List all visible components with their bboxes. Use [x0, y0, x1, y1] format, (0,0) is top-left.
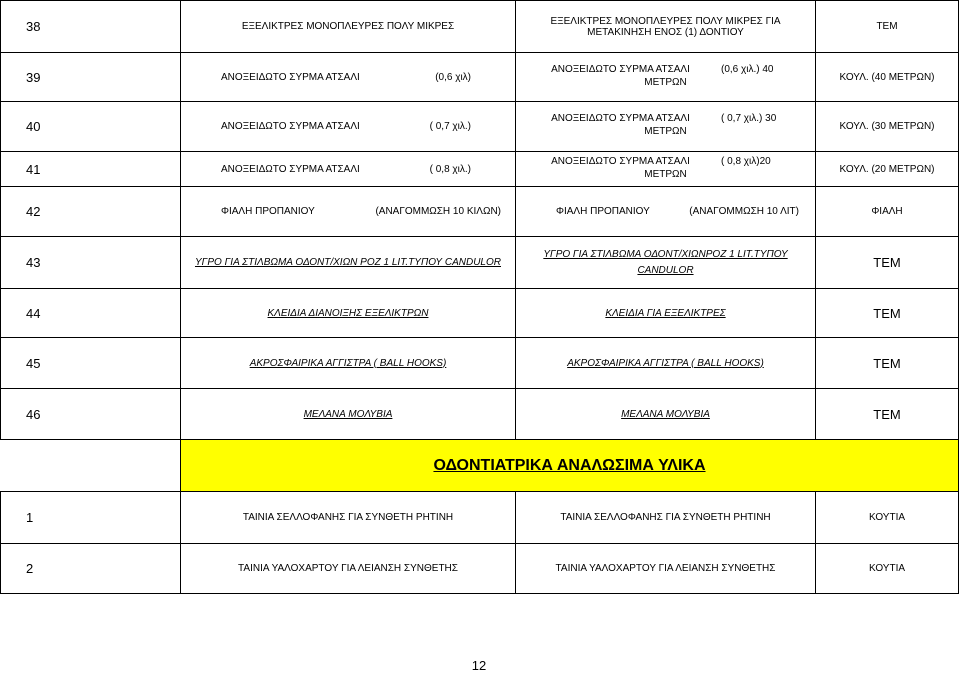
item-description — [181, 187, 516, 237]
item-specification — [516, 53, 816, 102]
item-description: ΚΛΕΙΔΙΑ ΔΙΑΝΟΙΞΗΣ ΕΞΕΛΙΚΤΡΩΝ — [181, 289, 516, 338]
item-specification: ΤΑΙΝΙΑ ΣΕΛΛΟΦΑΝΗΣ ΓΙΑ ΣΥΝΘΕΤΗ ΡΗΤΙΝΗ — [516, 492, 816, 544]
item-unit: ΤΕΜ — [816, 389, 959, 440]
section-header-row — [1, 440, 959, 492]
row-number: 40 — [1, 102, 181, 152]
item-name: ΥΓΡΟ ΓΙΑ ΣΤΙΛΒΩΜΑ ΟΔΟΝΤ/ΧΙΩΝΡΟΖ 1 LIT.ΤΥΠΟΥ — [543, 248, 788, 260]
row-number: 41 — [1, 152, 181, 187]
item-length: ΜΕΤΡΩΝ — [644, 76, 687, 88]
table-row — [1, 389, 959, 440]
item-description: ΤΑΙΝΙΑ ΥΑΛΟΧΑΡΤΟΥ ΓΙΑ ΛΕΙΑΝΣΗ ΣΥΝΘΕΤΗΣ — [181, 544, 516, 594]
table-row — [1, 152, 959, 187]
row-number: 45 — [1, 338, 181, 389]
item-name: ΑΝΟΞΕΙΔΩΤΟ ΣΥΡΜΑ ΑΤΣΑΛΙ — [221, 71, 360, 83]
item-name: ΑΝΟΞΕΙΔΩΤΟ ΣΥΡΜΑ ΑΤΣΑΛΙ — [551, 155, 690, 167]
item-description: ΥΓΡΟ ΓΙΑ ΣΤΙΛΒΩΜΑ ΟΔΟΝΤ/ΧΙΩΝ ΡΟΖ 1 LIT.ΤΥΠΟΥ CANDULOR — [181, 237, 516, 289]
item-name: ΑΝΟΞΕΙΔΩΤΟ ΣΥΡΜΑ ΑΤΣΑΛΙ — [221, 163, 360, 175]
item-specification — [516, 152, 816, 187]
row-number: 43 — [1, 237, 181, 289]
table-row — [1, 1, 959, 53]
item-name: ΑΝΟΞΕΙΔΩΤΟ ΣΥΡΜΑ ΑΤΣΑΛΙ — [551, 113, 690, 124]
item-specification — [516, 187, 816, 237]
item-unit: ΦΙΑΛΗ — [816, 187, 959, 237]
item-size: ( 0,8 χιλ)20 — [721, 155, 771, 167]
item-description: ΜΕΛΑΝΑ ΜΟΛΥΒΙΑ — [181, 389, 516, 440]
item-specification: ΜΕΛΑΝΑ ΜΟΛΥΒΙΑ — [516, 389, 816, 440]
item-unit: ΚΟΥΛ. (20 ΜΕΤΡΩΝ) — [816, 152, 959, 187]
row-number: 42 — [1, 187, 181, 237]
item-name: ΑΝΟΞΕΙΔΩΤΟ ΣΥΡΜΑ ΑΤΣΑΛΙ — [551, 63, 690, 75]
item-name: ΦΙΑΛΗ ΠΡΟΠΑΝΙΟΥ — [556, 206, 650, 217]
item-description — [181, 152, 516, 187]
item-unit: ΤΕΜ — [816, 338, 959, 389]
item-unit: ΚΟΥΤΙΑ — [816, 492, 959, 544]
item-unit: ΚΟΥΤΙΑ — [816, 544, 959, 594]
table-row — [1, 492, 959, 544]
item-specification: ΑΚΡΟΣΦΑΙΡΙΚΑ ΑΓΓΙΣΤΡΑ ( BALL HOOKS) — [516, 338, 816, 389]
item-specification — [516, 102, 816, 152]
item-length: ΜΕΤΡΩΝ — [644, 168, 687, 180]
item-unit: ΤΕΜ — [816, 237, 959, 289]
item-unit: ΚΟΥΛ. (40 ΜΕΤΡΩΝ) — [816, 53, 959, 102]
item-size: (ΑΝΑΓΟΜΜΩΣΗ 10 ΛΙΤ) — [689, 206, 799, 217]
row-number: 2 — [1, 544, 181, 594]
table-row — [1, 338, 959, 389]
item-description: ΤΑΙΝΙΑ ΣΕΛΛΟΦΑΝΗΣ ΓΙΑ ΣΥΝΘΕΤΗ ΡΗΤΙΝΗ — [181, 492, 516, 544]
item-description — [181, 53, 516, 102]
item-brand: CANDULOR — [637, 264, 694, 276]
item-description: ΑΚΡΟΣΦΑΙΡΙΚΑ ΑΓΓΙΣΤΡΑ ( BALL HOOKS) — [181, 338, 516, 389]
page-number: 12 — [471, 658, 487, 673]
row-number: 38 — [1, 1, 181, 53]
item-size: ( 0,8 χιλ.) — [429, 163, 471, 175]
row-number: 39 — [1, 53, 181, 102]
item-unit: ΚΟΥΛ. (30 ΜΕΤΡΩΝ) — [816, 102, 959, 152]
item-size: (0,6 χιλ) — [435, 71, 471, 83]
section-title: ΟΔΟΝΤΙΑΤΡΙΚΑ ΑΝΑΛΩΣΙΜΑ ΥΛΙΚΑ — [181, 440, 959, 492]
table-row — [1, 187, 959, 237]
table-row — [1, 102, 959, 152]
item-size: ( 0,7 χιλ.) — [429, 121, 471, 132]
item-size: (ΑΝΑΓΟΜΜΩΣΗ 10 ΚΙΛΩΝ) — [375, 206, 501, 217]
item-specification: ΕΞΕΛΙΚΤΡΕΣ ΜΟΝΟΠΛΕΥΡΕΣ ΠΟΛΥ ΜΙΚΡΕΣ ΓΙΑ ΜΕΤΑΚΙΝΗΣΗ ΕΝΟΣ (1) ΔΟΝΤΙΟΥ — [516, 1, 816, 53]
empty-cell — [1, 440, 181, 492]
row-number: 44 — [1, 289, 181, 338]
item-name: ΦΙΑΛΗ ΠΡΟΠΑΝΙΟΥ — [221, 206, 315, 217]
table-row — [1, 289, 959, 338]
item-name: ΑΝΟΞΕΙΔΩΤΟ ΣΥΡΜΑ ΑΤΣΑΛΙ — [221, 121, 360, 132]
table-row — [1, 53, 959, 102]
item-size: ( 0,7 χιλ.) 30 — [721, 113, 777, 124]
table-row — [1, 544, 959, 594]
row-number: 46 — [1, 389, 181, 440]
row-number: 1 — [1, 492, 181, 544]
item-description: ΕΞΕΛΙΚΤΡΕΣ ΜΟΝΟΠΛΕΥΡΕΣ ΠΟΛΥ ΜΙΚΡΕΣ — [181, 1, 516, 53]
item-specification: ΚΛΕΙΔΙΑ ΓΙΑ ΕΞΕΛΙΚΤΡΕΣ — [516, 289, 816, 338]
table-row — [1, 237, 959, 289]
item-specification: ΤΑΙΝΙΑ ΥΑΛΟΧΑΡΤΟΥ ΓΙΑ ΛΕΙΑΝΣΗ ΣΥΝΘΕΤΗΣ — [516, 544, 816, 594]
item-unit: ΤΕΜ — [816, 1, 959, 53]
item-unit: ΤΕΜ — [816, 289, 959, 338]
item-size: (0,6 χιλ.) 40 — [721, 63, 774, 75]
item-length: ΜΕΤΡΩΝ — [644, 126, 687, 137]
item-description — [181, 102, 516, 152]
item-specification — [516, 237, 816, 289]
